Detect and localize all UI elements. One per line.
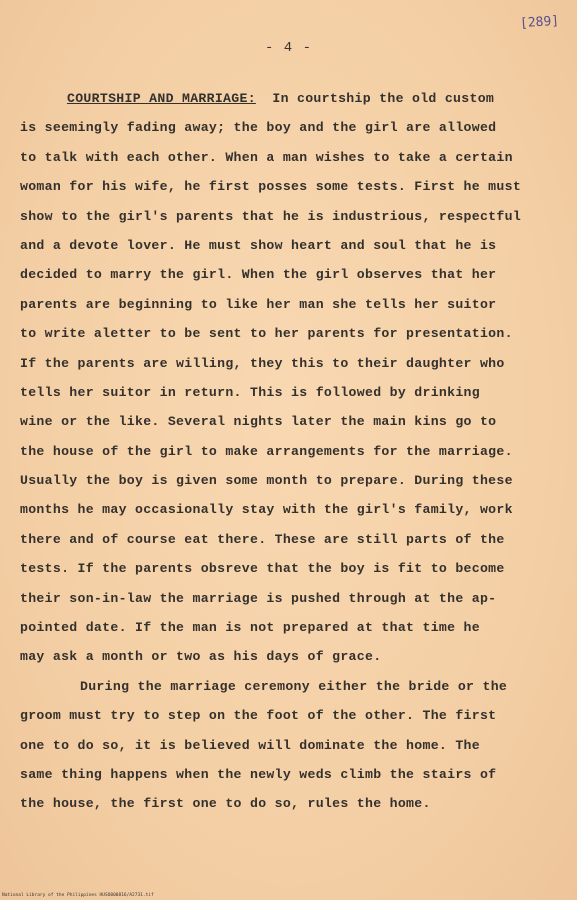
text-line: to write aletter to be sent to her parents for presentation. (20, 326, 513, 342)
text-line: pointed date. If the man is not prepared at that time he (20, 620, 480, 636)
text-line: tests. If the parents obsreve that the boy is fit to become (20, 561, 505, 577)
document-body (20, 84, 565, 819)
text-line: If the parents are willing, they this to their daughter who (20, 355, 505, 371)
archive-page-stamp: [289] (519, 13, 560, 32)
text-line: their son-in-law the marriage is pushed through at the ap- (20, 590, 497, 606)
section-heading: COURTSHIP AND MARRIAGE: (67, 91, 256, 106)
page-number: - 4 - (264, 40, 312, 56)
paragraph-2 (20, 672, 565, 819)
text-line: there and of course eat there. These are still parts of the (20, 531, 505, 547)
paragraph-1-opening: In courtship the old custom (272, 91, 495, 106)
text-line: may ask a month or two as his days of grace. (20, 649, 382, 665)
text-line: is seemingly fading away; the boy and the girl are allowed (20, 120, 497, 136)
text-line: parents are beginning to like her man she tells her suitor (20, 296, 497, 312)
text-line: one to do so, it is believed will dominate the home. The (20, 737, 480, 753)
text-line: decided to marry the girl. When the girl observes that her (20, 267, 497, 283)
text-line: tells her suitor in return. This is followed by drinking (20, 384, 480, 400)
text-line: groom must try to step on the foot of the other. The first (20, 708, 497, 724)
text-line: During the marriage ceremony either the bride or the (80, 678, 508, 694)
text-line: same thing happens when the newly weds climb the stairs of (20, 766, 497, 782)
text-line: woman for his wife, he first posses some tests. First he must (20, 179, 522, 195)
text-line: show to the girl's parents that he is industrious, respectful (20, 208, 522, 224)
text-line: to talk with each other. When a man wishes to take a certain (20, 149, 513, 165)
text-line: months he may occasionally stay with the girl's family, work (20, 502, 513, 518)
text-line: wine or the like. Several nights later the main kins go to (20, 414, 497, 430)
text-line: Usually the boy is given some month to prepare. During these (20, 473, 513, 489)
text-line: and a devote lover. He must show heart and soul that he is (20, 237, 497, 253)
text-line: the house of the girl to make arrangements for the marriage. (20, 443, 513, 459)
text-line: the house, the first one to do so, rules the home. (20, 796, 431, 812)
first-line (20, 84, 565, 113)
scan-footer: National Library of the Philippines HUSO000816/A2731.tif (2, 893, 154, 898)
paragraph-1 (20, 113, 565, 671)
